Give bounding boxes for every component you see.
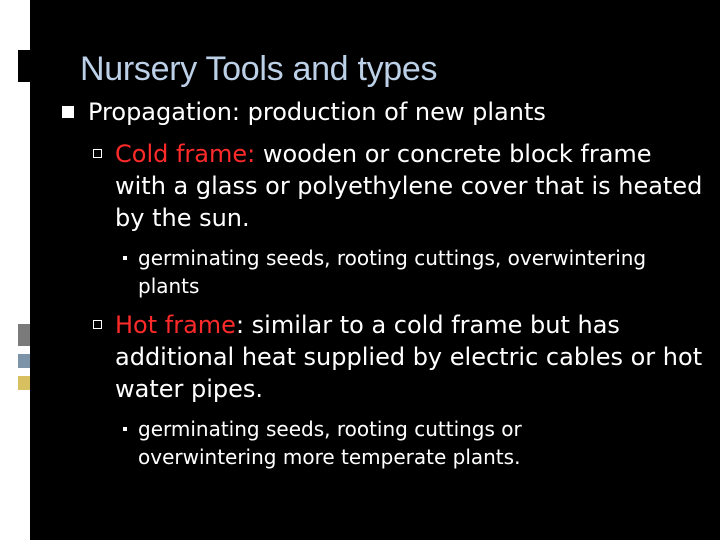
bullet-text: Propagation: production of new plants	[88, 98, 546, 126]
decor-block-blue	[18, 354, 30, 368]
cold-frame-description: wooden or concrete block frame with a glass or polyethylene cover that is heated by the sun.	[115, 140, 703, 232]
sub-bullet-hot-frame	[138, 415, 658, 471]
sub-bullet-text: germinating seeds, rooting cuttings, overwintering plants	[138, 246, 647, 298]
decor-block-gray	[18, 324, 30, 346]
sub-bullet-cold-frame	[138, 244, 658, 300]
slide	[30, 0, 720, 540]
sub-bullet-text: germinating seeds, rooting cuttings or overwintering more temperate plants.	[138, 417, 522, 469]
square-bullet-icon	[62, 106, 74, 118]
dot-bullet-icon	[123, 427, 127, 431]
term-cold-frame: Cold frame:	[115, 140, 256, 168]
decor-block-yellow	[18, 376, 30, 390]
bullet-propagation	[88, 96, 546, 128]
term-hot-frame: Hot frame	[115, 311, 236, 339]
decor-block-black	[18, 50, 30, 82]
hollow-square-bullet-icon	[93, 320, 102, 329]
bullet-cold-frame	[115, 138, 705, 234]
bullet-hot-frame	[115, 309, 705, 405]
hollow-square-bullet-icon	[93, 149, 102, 158]
dot-bullet-icon	[123, 256, 127, 260]
slide-title: Nursery Tools and types	[80, 50, 438, 88]
hot-frame-description: : similar to a cold frame but has additional heat supplied by electric cables or hot water pipes.	[115, 311, 703, 403]
